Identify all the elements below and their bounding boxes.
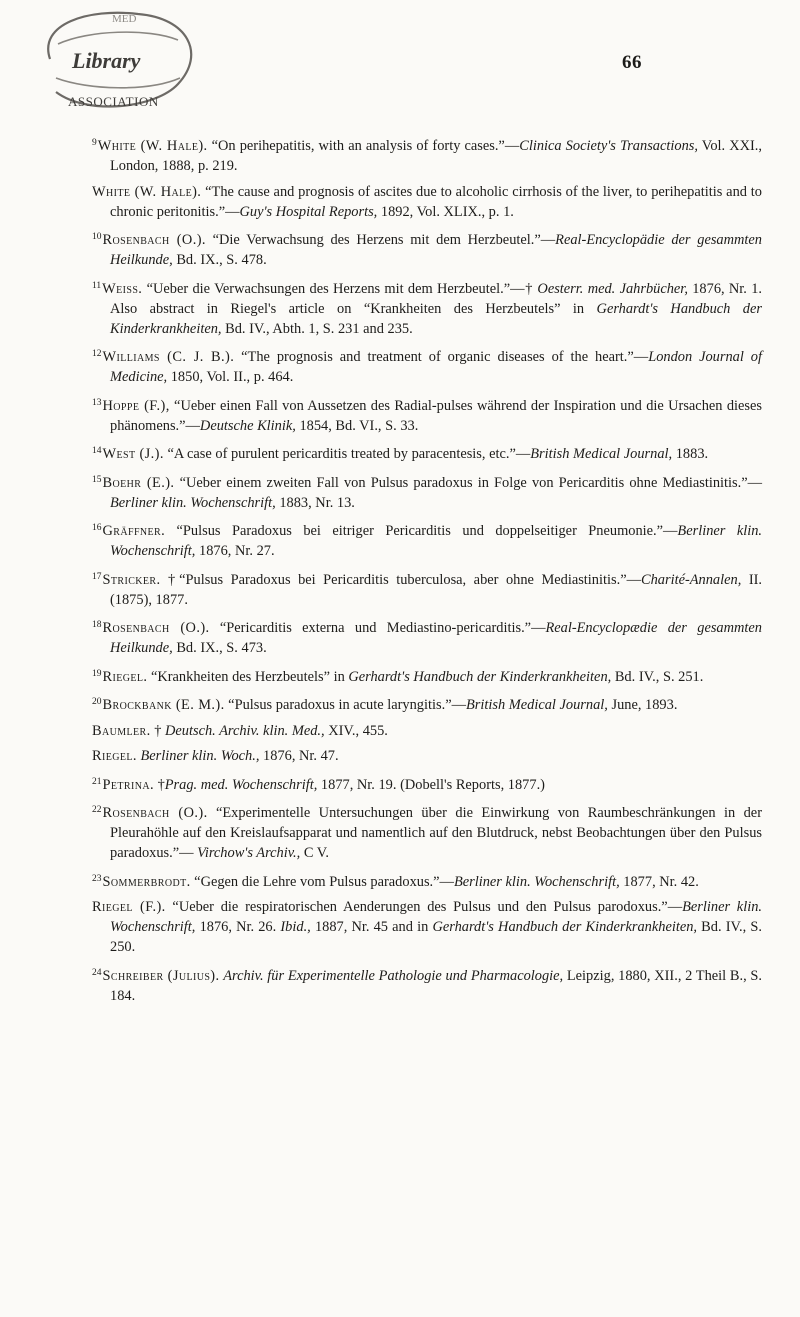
reference-author: White (W. Hale).: [92, 183, 202, 200]
reference-text: Vol. XXI., London, 1888, p. 219.: [110, 138, 762, 174]
reference-author: Hoppe (F.),: [102, 397, 170, 414]
reference-source: Berliner klin. Wochenschrift,: [110, 523, 762, 559]
reference-source: Archiv. für Experimentelle Pathologie und Pharmacologie,: [223, 967, 564, 984]
stamp-association-text: ASSOCIATION: [68, 94, 159, 109]
reference-number: 14: [92, 446, 102, 456]
reference-author: Riegel (F.).: [92, 899, 166, 915]
reference-author: Williams (C. J. B.).: [102, 349, 235, 365]
reference-text: June, 1893.: [607, 697, 678, 713]
reference-source: Berliner klin. Woch.,: [140, 748, 260, 764]
reference-text: “The cause and prognosis of ascites due to alcoholic cirrhosis of the liver, to perihepatitis and to chronic peritonitis.”—: [110, 183, 762, 220]
reference-entry: [92, 897, 762, 957]
reference-text: Bd. IV., S. 251.: [611, 668, 704, 685]
reference-text: “Pericarditis externa und Mediastino-pericarditis.”—: [209, 620, 546, 636]
reference-text: “Ueber die Verwachsungen des Herzens mit dem Herzbeutel.”—†: [142, 280, 538, 297]
reference-author: Gräffner.: [102, 523, 166, 539]
reference-source: Virchow's Archiv.,: [197, 845, 301, 861]
reference-text: Bd. IV., S. 250.: [110, 919, 763, 955]
reference-author: Sommerbrodt.: [102, 873, 191, 890]
reference-author: Stricker.: [102, 571, 161, 588]
reference-author: Rosenbach (O.).: [102, 232, 206, 248]
reference-text: 1854, Bd. VI., S. 33.: [295, 417, 419, 434]
reference-source: Clinica Society's Transactions,: [519, 138, 698, 154]
reference-author: Weiss.: [102, 280, 143, 297]
reference-number: 11: [92, 280, 102, 291]
reference-number: 20: [92, 697, 102, 707]
reference-author: Riegel.: [92, 748, 137, 764]
reference-text: “Ueber einen Fall von Aussetzen des Radial-pulses während der Inspiration und die Ursachen dieses phänomens.”—: [110, 397, 762, 434]
reference-text: II. (1875), 1877.: [110, 571, 763, 608]
reference-text: “Gegen die Lehre vom Pulsus paradoxus.”—: [190, 873, 454, 890]
reference-text: 1876, Nr. 1. Also abstract in Riegel's article on “Krankheiten des Herzbeutels” in: [110, 280, 762, 317]
reference-text: “Pulsus Paradoxus bei eitriger Pericarditis und doppelseitiger Pneumonie.”—: [165, 523, 678, 539]
reference-source: British Medical Journal,: [530, 446, 673, 462]
reference-author: Boehr (E.).: [102, 474, 175, 491]
reference-entry: [92, 772, 762, 795]
reference-source: Real-Encyclopædie der gesammten Heilkunde,: [110, 620, 762, 656]
reference-number: 13: [92, 397, 102, 408]
reference-entry: [92, 441, 762, 464]
reference-number: 19: [92, 668, 102, 679]
reference-text: 1877, Nr. 19. (Dobell's Reports, 1877.): [317, 776, 545, 793]
reference-text: Bd. IV., Abth. 1, S. 231 and 235.: [221, 320, 413, 337]
reference-text: “The prognosis and treatment of organic diseases of the heart.”—: [234, 349, 649, 365]
stamp-small-text: MED: [112, 13, 137, 25]
reference-text: Bd. IX., S. 478.: [172, 252, 267, 268]
reference-text: “Ueber einem zweiten Fall von Pulsus paradoxus in Folge von Pericarditis ohne Mediastinitis.”—: [174, 474, 762, 491]
reference-author: Schreiber (Julius).: [102, 967, 220, 984]
reference-entry: [92, 800, 762, 863]
reference-text: 1850, Vol. II., p. 464.: [167, 369, 294, 385]
reference-text: 1887, Nr. 45 and in: [310, 919, 433, 935]
reference-text: †“Pulsus Paradoxus bei Pericarditis tuberculosa, aber ohne Mediastinitis.”—: [160, 571, 641, 588]
reference-author: Baumler.: [92, 722, 151, 739]
reference-author: Rosenbach (O.).: [102, 620, 210, 636]
reference-entry: [92, 133, 762, 176]
reference-author: Petrina.: [102, 776, 154, 793]
reference-text: XIV., 455.: [324, 722, 388, 739]
reference-entry: [92, 393, 762, 436]
reference-entry: [92, 227, 762, 270]
reference-source: Real-Encyclopädie der gesammten Heilkunde,: [110, 232, 762, 268]
reference-text: “Die Verwachsung des Herzens mit dem Herzbeutel.”—: [205, 232, 556, 248]
reference-entry: [92, 746, 762, 766]
reference-author: White (W. Hale).: [97, 138, 208, 154]
reference-entry: [92, 721, 762, 741]
reference-source: Charité-Annalen,: [640, 571, 742, 588]
reference-author: Brockbank (E. M.).: [102, 697, 225, 713]
reference-source: Ibid.,: [280, 919, 311, 935]
reference-entry: [92, 963, 762, 1006]
reference-entry: [92, 692, 762, 715]
reference-source: British Medical Journal,: [465, 697, 608, 713]
reference-entry: [92, 182, 762, 222]
stamp-library-text: Library: [72, 48, 141, 73]
reference-text: Bd. IX., S. 473.: [172, 640, 267, 656]
reference-source: Deutsch. Archiv. klin. Med.,: [165, 722, 325, 739]
library-stamp: [28, 4, 206, 114]
reference-entry: [92, 276, 762, 339]
reference-number: 23: [92, 873, 102, 884]
reference-text: †: [150, 722, 166, 739]
reference-number: 21: [92, 776, 102, 787]
reference-text: 1877, Nr. 42.: [619, 873, 699, 890]
reference-number: 17: [92, 571, 102, 582]
reference-entry: [92, 344, 762, 387]
reference-text: “A case of purulent pericarditis treated by paracentesis, etc.”—: [163, 446, 531, 462]
reference-source: Berliner klin. Wochenschrift,: [110, 899, 762, 935]
reference-entry: [92, 869, 762, 892]
reference-entry: [92, 664, 762, 687]
reference-entry: [92, 518, 762, 561]
reference-text: “Pulsus paradoxus in acute laryngitis.”—: [224, 697, 466, 713]
reference-text: 1876, Nr. 27.: [195, 543, 275, 559]
reference-source: Berliner klin. Wochenschrift,: [453, 873, 620, 890]
library-stamp-icon: [28, 4, 206, 114]
reference-number: 12: [92, 349, 102, 359]
reference-author: West (J.).: [102, 446, 164, 462]
reference-source: Guy's Hospital Reports,: [239, 203, 378, 220]
reference-number: 24: [92, 967, 102, 978]
reference-author: Rosenbach (O.).: [102, 805, 208, 821]
reference-source: London Journal of Medicine,: [110, 349, 763, 385]
reference-text: †: [153, 776, 165, 793]
reference-number: 10: [92, 232, 102, 242]
reference-number: 16: [92, 523, 102, 533]
reference-text: “Krankheiten des Herzbeutels” in: [147, 668, 349, 685]
reference-source: Gerhardt's Handbuch der Kinderkrankheiten,: [432, 919, 698, 935]
reference-source: Prag. med. Wochenschrift,: [164, 776, 318, 793]
reference-entry: [92, 470, 762, 513]
reference-number: 15: [92, 474, 102, 485]
reference-source: Gerhardt's Handbuch der Kinderkrankheiten,: [110, 300, 762, 337]
reference-text: 1892, Vol. XLIX., p. 1.: [377, 203, 514, 220]
reference-source: Gerhardt's Handbuch der Kinderkrankheiten,: [348, 668, 612, 685]
reference-source: Deutsche Klinik,: [199, 417, 296, 434]
reference-text: 1876, Nr. 47.: [259, 748, 339, 764]
reference-text: “Ueber die respiratorischen Aenderungen des Pulsus und den Pulsus parodoxus.”—: [165, 899, 683, 915]
reference-text: C V.: [300, 845, 329, 861]
reference-author: Riegel.: [102, 668, 148, 685]
reference-entry: [92, 615, 762, 658]
reference-text: 1883, Nr. 13.: [275, 494, 355, 511]
page-number: 66: [622, 52, 642, 73]
reference-entry: [92, 567, 762, 610]
reference-text: 1883.: [672, 446, 709, 462]
reference-text: Leipzig, 1880, XII., 2 Theil B., S. 184.: [110, 967, 763, 1004]
reference-text: “Experimentelle Untersuchungen über die Einwirkung von Raumbeschränkungen in der Pleurahöhle auf den Kreislaufsapparat und namentlich auf den Blutdruck, nebst Beobachtungen über den Pulsus paradoxus.”—: [110, 805, 762, 861]
reference-text: “On perihepatitis, with an analysis of forty cases.”—: [207, 138, 520, 154]
reference-number: 18: [92, 620, 102, 630]
reference-number: 9: [92, 138, 97, 148]
reference-source: Berliner klin. Wochenschrift,: [110, 494, 276, 511]
reference-text: 1876, Nr. 26.: [195, 919, 281, 935]
reference-list: [92, 133, 762, 1011]
reference-number: 22: [92, 805, 102, 815]
reference-source: Oesterr. med. Jahrbücher,: [537, 280, 688, 297]
